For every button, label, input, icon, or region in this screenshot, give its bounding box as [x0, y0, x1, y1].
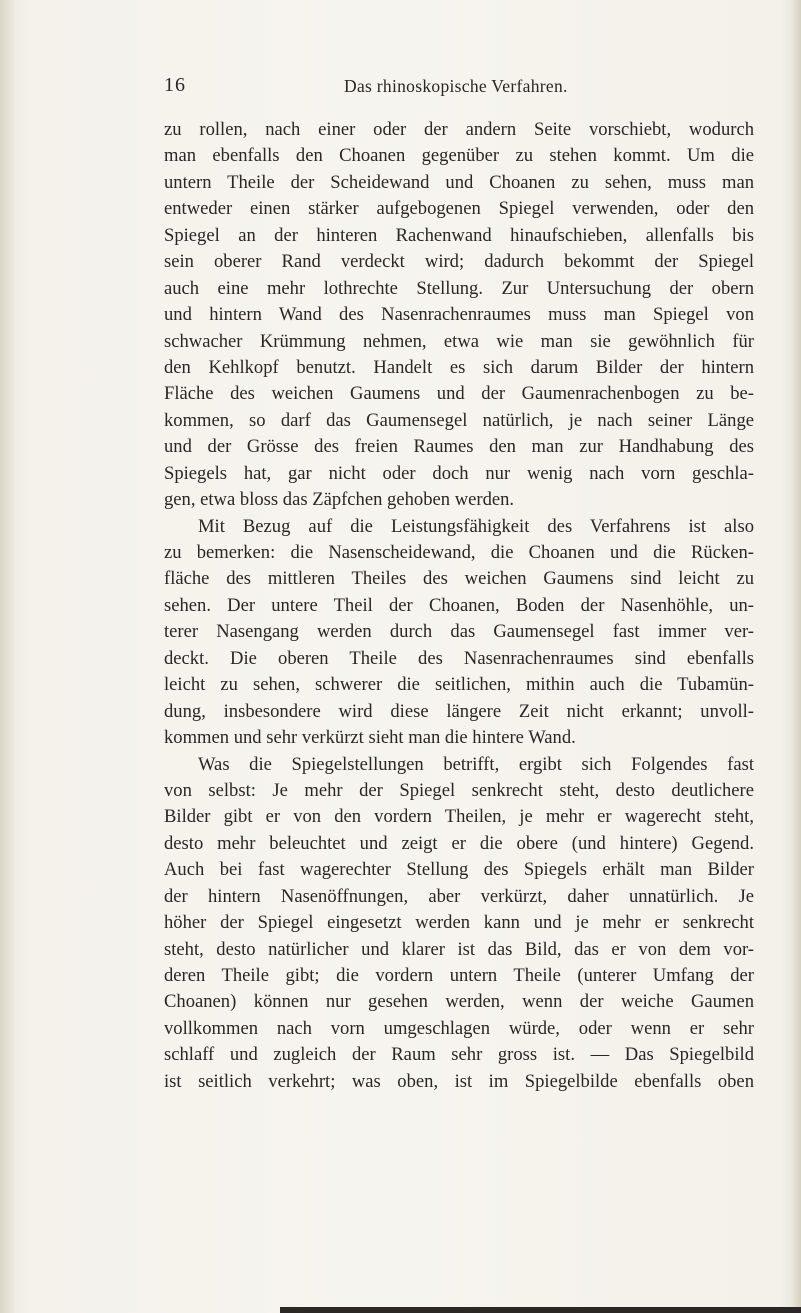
text-line: von selbst: Je mehr der Spiegel senkrecht steht, desto deutlichere: [164, 779, 754, 801]
text-line: deckt. Die oberen Theile des Nasenrachenraumes sind ebenfalls: [164, 647, 754, 669]
text-line: zu bemerken: die Nasenscheidewand, die Choanen und die Rücken-: [164, 542, 754, 563]
text-line: gen, etwa bloss das Zäpfchen gehoben werden.: [164, 489, 515, 511]
running-head: Das rhinoskopische Verfahren.: [344, 76, 568, 96]
text-line: man ebenfalls den Choanen gegenüber zu stehen kommt. Um die: [164, 145, 754, 167]
text-line: Fläche des weichen Gaumens und der Gaumenrachenbogen zu be-: [164, 383, 754, 405]
text-line: Spiegels hat, gar nicht oder doch nur wenig nach vorn geschla-: [164, 462, 754, 484]
text-line: vollkommen nach vorn umgeschlagen würde, oder wenn er sehr: [164, 1017, 754, 1039]
text-line: Mit Bezug auf die Leistungsfähigkeit des Verfahrens ist also: [198, 515, 754, 537]
text-line: ist seitlich verkehrt; was oben, ist im Spiegelbilde ebenfalls oben: [164, 1070, 754, 1092]
text-line: und der Grösse des freien Raumes den man zur Handhabung des: [164, 436, 754, 458]
text-line: kommen, so darf das Gaumensegel natürlich, je nach seiner Länge: [164, 409, 754, 431]
text-line: und hintern Wand des Nasenrachenraumes muss man Spiegel von: [164, 304, 754, 326]
scan-bottom-edge: [280, 1307, 801, 1313]
text-line: entweder einen stärker aufgebogenen Spiegel verwenden, oder den: [164, 198, 754, 220]
text-line: Choanen) können nur gesehen werden, wenn der weiche Gaumen: [164, 991, 754, 1013]
text-line: Auch bei fast wagerechter Stellung des Spiegels erhält man Bilder: [164, 859, 754, 881]
text-line: Bilder gibt er von den vordern Theilen, je mehr er wagerecht steht,: [164, 806, 754, 828]
text-line: terer Nasengang werden durch das Gaumensegel fast immer ver-: [164, 621, 754, 643]
text-line: der hintern Nasenöffnungen, aber verkürzt, daher unnatürlich. Je: [164, 885, 754, 907]
text-line: desto mehr beleuchtet und zeigt er die obere (und hintere) Gegend.: [164, 832, 754, 854]
text-line: deren Theile gibt; die vordern untern Theile (unterer Umfang der: [164, 965, 754, 986]
text-line: steht, desto natürlicher und klarer ist das Bild, das er von dem vor-: [164, 938, 754, 960]
text-line: dung, insbesondere wird diese längere Zeit nicht erkannt; unvoll-: [164, 700, 754, 722]
text-line: sein oberer Rand verdeckt wird; dadurch bekommt der Spiegel: [164, 251, 754, 273]
text-line: sehen. Der untere Theil der Choanen, Boden der Nasenhöhle, un-: [164, 594, 754, 616]
text-line: kommen und sehr verkürzt sieht man die hintere Wand.: [164, 727, 576, 749]
text-line: zu rollen, nach einer oder der andern Seite vorschiebt, wodurch: [164, 119, 754, 140]
text-line: Spiegel an der hinteren Rachenwand hinaufschieben, allenfalls bis: [164, 224, 754, 246]
text-line: leicht zu sehen, schwerer die seitlichen, mithin auch die Tubamün-: [164, 674, 754, 696]
text-line: höher der Spiegel eingesetzt werden kann und je mehr er senkrecht: [164, 912, 754, 934]
page-number: 16: [164, 74, 186, 96]
page-outer-edge: [791, 0, 801, 1313]
text-line: fläche des mittleren Theiles des weichen Gaumens sind leicht zu: [164, 568, 754, 590]
text-line: Was die Spiegelstellungen betrifft, ergibt sich Folgendes fast: [198, 753, 754, 775]
text-line: schwacher Krümmung nehmen, etwa wie man sie gewöhnlich für: [164, 330, 754, 352]
body-text: [164, 117, 754, 1095]
text-line: schlaff und zugleich der Raum sehr gross ist. — Das Spiegelbild: [164, 1044, 754, 1066]
text-line: den Kehlkopf benutzt. Handelt es sich darum Bilder der hintern: [164, 356, 754, 378]
text-line: auch eine mehr lothrechte Stellung. Zur Untersuchung der obern: [164, 277, 754, 299]
page-gutter-edge: [0, 0, 14, 1313]
text-line: untern Theile der Scheidewand und Choanen zu sehen, muss man: [164, 171, 754, 193]
page-header: [164, 74, 754, 104]
